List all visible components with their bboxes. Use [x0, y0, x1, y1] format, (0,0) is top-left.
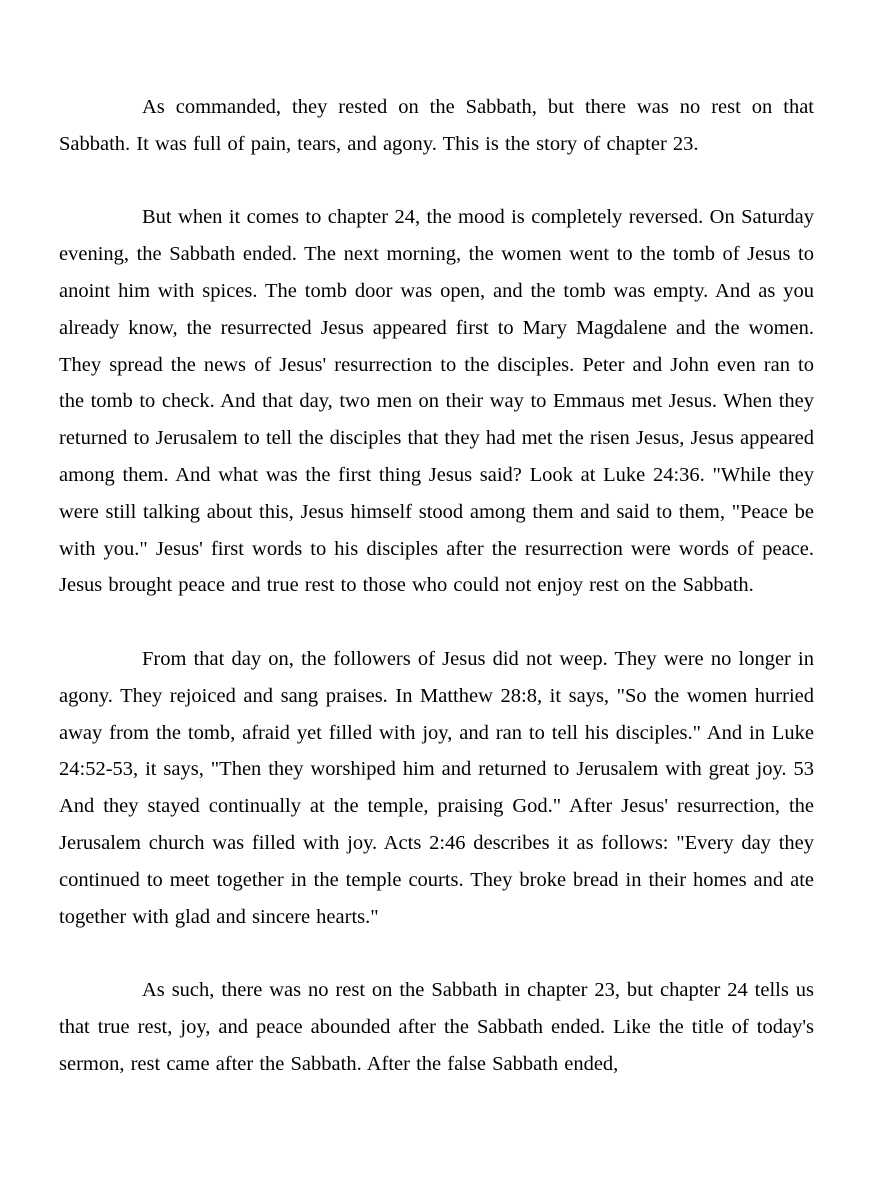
document-page: [59, 89, 814, 1083]
paragraph-4: As such, there was no rest on the Sabbath in chapter 23, but chapter 24 tells us that true rest, joy, and peace abounded after the Sabbath ended. Like the title of today's sermon, rest came after the Sabbath. After the false Sabbath ended,: [59, 979, 814, 1075]
paragraph-2: But when it comes to chapter 24, the mood is completely reversed. On Saturday evening, the Sabbath ended. The next morning, the women went to the tomb of Jesus to anoint him with spices. The tomb door was open, and the tomb was empty. And as you already know, the resurrected Jesus appeared first to Mary Magdalene and the women. They spread the news of Jesus' resurrection to the disciples. Peter and John even ran to the tomb to check. And that day, two men on their way to Emmaus met Jesus. When they returned to Jerusalem to tell the disciples that they had met the risen Jesus, Jesus appeared among them. And what was the first thing Jesus said? Look at Luke 24:36. "While they were still talking about this, Jesus himself stood among them and said to them, "Peace be with you." Jesus' first words to his disciples after the resurrection were words of peace. Jesus brought peace and true rest to those who could not enjoy rest on the Sabbath.: [59, 206, 814, 597]
paragraph-1: As commanded, they rested on the Sabbath, but there was no rest on that Sabbath. It was full of pain, tears, and agony. This is the story of chapter 23.: [59, 96, 814, 155]
paragraph-3: From that day on, the followers of Jesus did not weep. They were no longer in agony. They rejoiced and sang praises. In Matthew 28:8, it says, "So the women hurried away from the tomb, afraid yet filled with joy, and ran to tell his disciples." And in Luke 24:52-53, it says, "Then they worshiped him and returned to Jerusalem with great joy. 53 And they stayed continually at the temple, praising God." After Jesus' resurrection, the Jerusalem church was filled with joy. Acts 2:46 describes it as follows: "Every day they continued to meet together in the temple courts. They broke bread in their homes and ate together with glad and sincere hearts.": [59, 647, 814, 928]
